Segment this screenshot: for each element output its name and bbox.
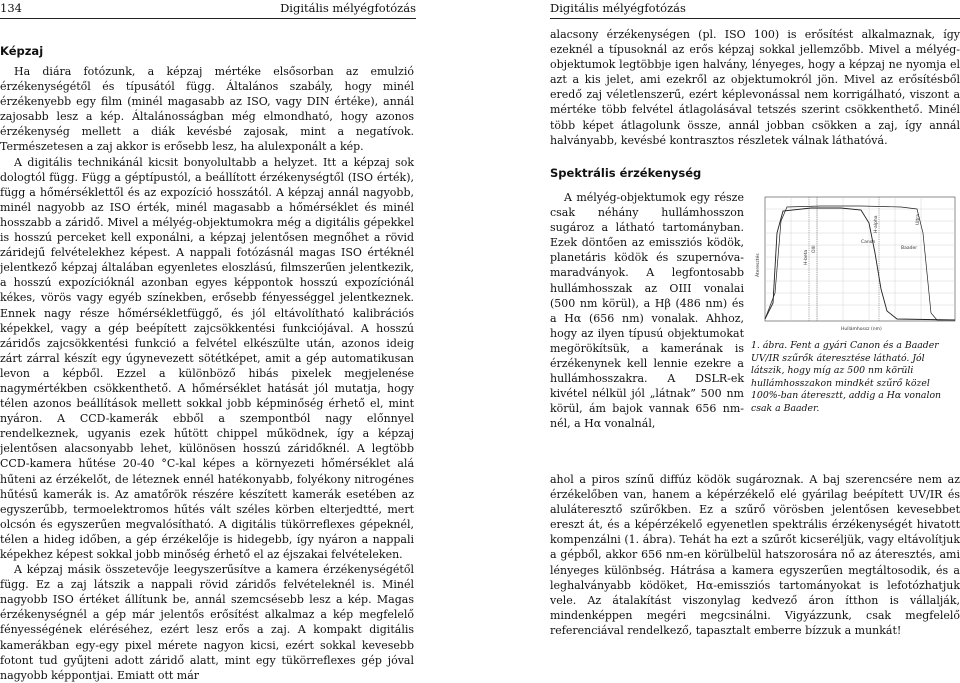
paragraph: A képzaj másik összetevője leegyszerűsítve a kamera érzékenységétől függ. Ez a zaj látszik a nappali rövid záridős felvételeknél is. Minél nagyobb ISO értéket állítunk be, annál szemcsésebb lesz a kép. Magas érzékenységnél a gép már jelentős erősítést alkalmaz a kép megfelelő fényességének eléréséhez, ezért lesz erős a zaj. A kompakt digitális kamerákban egy-egy pixel mérete nagyon kicsi, ezért sokkal kevesebb fotont tud gyűjteni adott záridő alatt, mint egy tükörreflexes gép jóval nagyobb képpontjai. Emiatt ott már [0,563,414,682]
paragraph: Ha diára fotózunk, a képzaj mértéke elsősorban az emulzió érzékenységétől és típusától függ. Általános szabály, hogy minél érzékenyebb egy film (minél magasabb az ISO, vagy DIN értéke), annál zajosabb lesz a kép. Általánosságban még elmondható, hogy azonos érzékenység mellett a diák kevésbé zajosak, mint a negatívok. Természetesen a zaj akkor is erősebb lesz, ha alulexponált a kép. [0,65,414,154]
paragraph: A mélyég-objektumok egy része csak néhány hullámhosszon sugároz a látható tartományban. Ezek döntően az emissziós ködök, planetáris ködök és szupernóva-maradványok. A legfontosabb hullámhosszak az OIII vonalai (500 nm körül), a Hβ (486 nm) és a Hα (656 nm) vonalak. Ahhoz, hogy az ilyen típusú objektumokat megörökítsük, a kamerának is érzékenynek kell lennie ezekre a hullámhosszakra. A DSLR-ek kivétel nélkül jól „látnak” 500 nm körül, ám bajok vannak 656 nm-nél, a Hα vonalnál, [550,191,744,431]
paragraph: alacsony érzékenységen (pl. ISO 100) is erősítést alkalmaznak, így ezeknél a típusoknál az erős képzaj sokkal jellemzőbb. Mivel a mélyég-objektumok legtöbbje igen halvány, lényeges, hogy a képzaj ne nyomja el azt a kis jelet, ami ezekről az objektumokról jön. Mivel az erősítésből eredő zaj véletlenszerű, ezért képlevonással nem korrigálható, viszont a mértéke több felvétel átlagolásával tetszés szerint csökkenthető. Minél több képet átlagolunk össze, annál jobban csökken a zaj, így annál halványabb, kevésbé kontrasztos részletek válnak láthatóvá. [550,28,960,147]
figure-graphic [751,193,960,333]
plot-frame [765,197,955,321]
running-title: Digitális mélyégfotózás [280,1,416,15]
left-body-text [0,64,414,683]
label-oiii: OIII [812,245,817,253]
running-title: Digitális mélyégfotózás [550,1,686,15]
right-bottom-text [550,472,960,638]
filter-transmission-figure [751,193,960,333]
figure-caption [751,340,960,416]
section-title-kepzaj: Képzaj [0,44,44,58]
right-top-text [550,27,960,148]
paragraph: ahol a piros színű diffúz ködök sugároznak. A baj szerencsére nem az érzékelőben van, hanem a képérzékelő elé gyárilag beépített UV/IR és aluláteresztő szűrőkben. Ez a szűrő vörösben jelentősen kevesebbet ereszt át, és a képérzékelő egyenetlen spektrális érzékenységét hivatott kompenzálni (1. ábra). Tehát ha ezt a szűrőt kicseréljük, vagy eltávolítjuk a gépből, akkor 656 nm-en körülbelül hatszorosára nő az áteresztés, ami lényeges különbség. Hátrása a kamera egyszerűen megtáltosodik, és a leghalványabb ködöket, Hα-emissziós tartományokat is lefotózhatjuk vele. Az átalakítást viszonylag kedvező áron ítthon is vállalják, mindenképpen megéri megcsinálni. Vigyázzunk, csak megfelelő referenciával rendelkező, tapasztalt emberre bízzuk a munkát! [550,473,960,637]
left-page [0,0,416,682]
running-head-right [550,0,960,19]
narrow-text [550,190,744,432]
right-page [550,0,960,637]
label-ultra: Ultra [916,214,921,225]
y-axis-label: Áteresztés [756,253,761,277]
label-hbeta: H-beta [804,249,809,265]
running-head-left [0,0,416,19]
page-number: 134 [0,1,22,15]
x-axis-label: Hullámhossz (nm) [841,327,882,332]
label-halpha: H-alpha [874,215,879,233]
paragraph: A digitális technikánál kicsit bonyolultabb a helyzet. Itt a képzaj sok dologtól függ. Függ a géptípustól, a beállított érzékenységtől (ISO érték), függ a hőmérséklettől és az expozíció hosszától. A képzaj annál nagyobb, minél nagyobb az ISO érték, minél magasabb a hőmérséklet és minél hosszabb a záridő. Mivel a mélyég-objektumokra még a digitális gépekkel is hosszú perceket kell exponálni, a képzaj jelentősen megnőhet a rövid záridejű felvételekhez képest. A nappali fotózásnál magas ISO értéknél jelentkező képzaj általában egyenletes eloszlású, filmszerűen jelentkezik, a hosszú expozícióknál azonban egyes képpontok hosszú expozíciónál kékes, vörös vagy egyéb színekben, erősebb fényességgel jelentkeznek. Ennek nagy része hőmérsékletfüggő, és jól eltávolítható kalibrációs képekkel, vagy a gép beépített zajcsökkentési funkciójával. A hosszú záridős zajcsökkentési funkció a felvétel elkészülte után, azonos ideig zárt zárral készít egy úgynevezett sötétképet, amit a gép automatikusan levon a képből. Ezzel a különböző hibás pixelek megjelenése nagymértékben csökkenthető. A hőmérséklet hatását jól mutatja, hogy télen azonos beállítások mellett sokkal jobb képminőség érhető el, mint nyáron. A CCD-kamerák ebből a szempontból nagy előnnyel rendelkeznek, ugyanis ezek hűtött chippel működnek, így a képzaj jelentősen alacsonyabb lehet, különösen hosszú záridőknél. A legtöbb CCD-kamera hűtése 20-40 °C-kal képes a környezeti hőmérséklet alá hűteni az érzékelőt, de léteznek ennél hatékonyabb, folyékony nitrogénes hűtésű kamerák is. Az amatőrök részére készített kamerák esetében az egyszerűbb, termoelektromos hűtés vált széles körben elterjedtté, mert olcsón és egyszerűen megvalósítható. A digitális tükörreflexes gépeknél, télen a hideg időben, a gép érzékelője is hidegebb, így nyáron a nappali képekhez képest sokkal jobb minőség érhető el az éjszakai felvételeken. [0,155,414,561]
caption-text: Fent a gyári Canon és a Baader UV/IR szűrők áteresztése látható. Jól látszik, hogy míg az 500 nm körüli hullámhosszakon mindkét szűrő közel 100%-ban áteresztt, addig a Hα vonalon csak a Baader. [751,340,942,414]
label-baader: Baader [901,246,918,251]
label-canon: Canon [861,240,876,245]
caption-label: 1. ábra. [751,340,788,351]
section-title-spektralis: Spektrális érzékenység [550,166,702,180]
